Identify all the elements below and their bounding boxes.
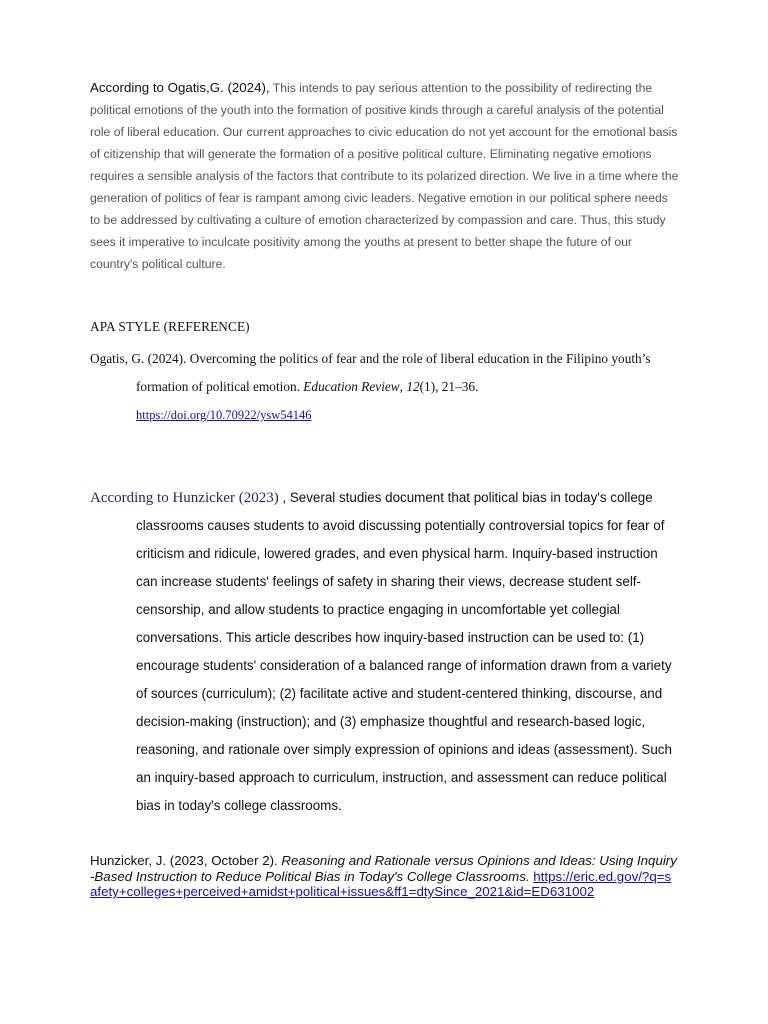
ogatis-journal-name: Education Review — [303, 379, 400, 394]
hunzicker-summary-text: Several studies document that political bias in today's college classrooms causes students to avoid discussing potentially controversial topics for fear of criticism and ridicule, lowered grades, and even physical harm. Inquiry-based instruction can increase students' feelings of safety in sharing their views, decrease student self-censorship, and allow students to practice engaging in uncomfortable yet collegial conversations. This article describes how inquiry-based instruction can be used to: (1) encourage students' consideration of a balanced range of information drawn from a variety of sources (curriculum); (2) facilitate active and student-centered thinking, discourse, and decision-making (instruction); and (3) emphasize thoughtful and research-based logic, reasoning, and rationale over simply expression of opinions and ideas (assessment). Such an inquiry-based approach to curriculum, instruction, and assessment can reduce political bias in today's college classrooms. — [136, 490, 672, 813]
hunzicker-reference-authors: Hunzicker, J. (2023, October 2). — [90, 853, 282, 868]
hunzicker-reference-title: Reasoning and Rationale versus Opinions and Ideas: Using Inquiry-Based Instruction to Reduce Political Bias in Today's College Classrooms. — [90, 853, 677, 884]
ogatis-reference-entry — [90, 345, 680, 429]
hunzicker-reference-entry — [90, 853, 678, 900]
ogatis-reference-text: Ogatis, G. (2024). Overcoming the politics of fear and the role of liberal education in the Filipino youth’s formation of political emotion. — [90, 351, 651, 394]
hunzicker-citation-lead: According to Hunzicker (2023) — [90, 490, 279, 506]
ogatis-summary-text: This intends to pay serious attention to the possibility of redirecting the political emotions of the youth into the formation of positive kinds through a careful analysis of the potential role of liberal education. Our current approaches to civic education do not yet account for the emotional basis of citizenship that will generate the formation of a positive political culture. Eliminating negative emotions requires a sensible analysis of the factors that contribute to its polarized direction. We live in a time where the generation of politics of fear is rampant among civic leaders. Negative emotion in our political sphere needs to be addressed by cultivating a culture of emotion characterized by compassion and care. Thus, this study sees it imperative to inculcate positivity among the youths at present to better shape the future of our country's political culture. — [90, 81, 679, 271]
apa-style-heading: APA STYLE (REFERENCE) — [90, 319, 250, 334]
hunzicker-eric-link[interactable]: https://eric.ed.gov/?q=safety+colleges+perceived+amidst+political+issues&ff1=dtySince_2021&id=ED631002 — [90, 868, 672, 899]
ogatis-citation-lead: According to Ogatis,G. (2024), — [90, 80, 270, 95]
ogatis-issue-pages: (1), 21–36. — [419, 379, 479, 394]
ogatis-reference-separator: , — [399, 379, 407, 394]
ogatis-summary-paragraph — [90, 77, 680, 275]
hunzicker-lead-separator: , — [278, 490, 290, 505]
ogatis-journal-volume: 12 — [406, 379, 420, 394]
hunzicker-summary-paragraph — [90, 484, 680, 820]
ogatis-doi-link[interactable]: https://doi.org/10.70922/ysw54146 — [136, 408, 312, 422]
